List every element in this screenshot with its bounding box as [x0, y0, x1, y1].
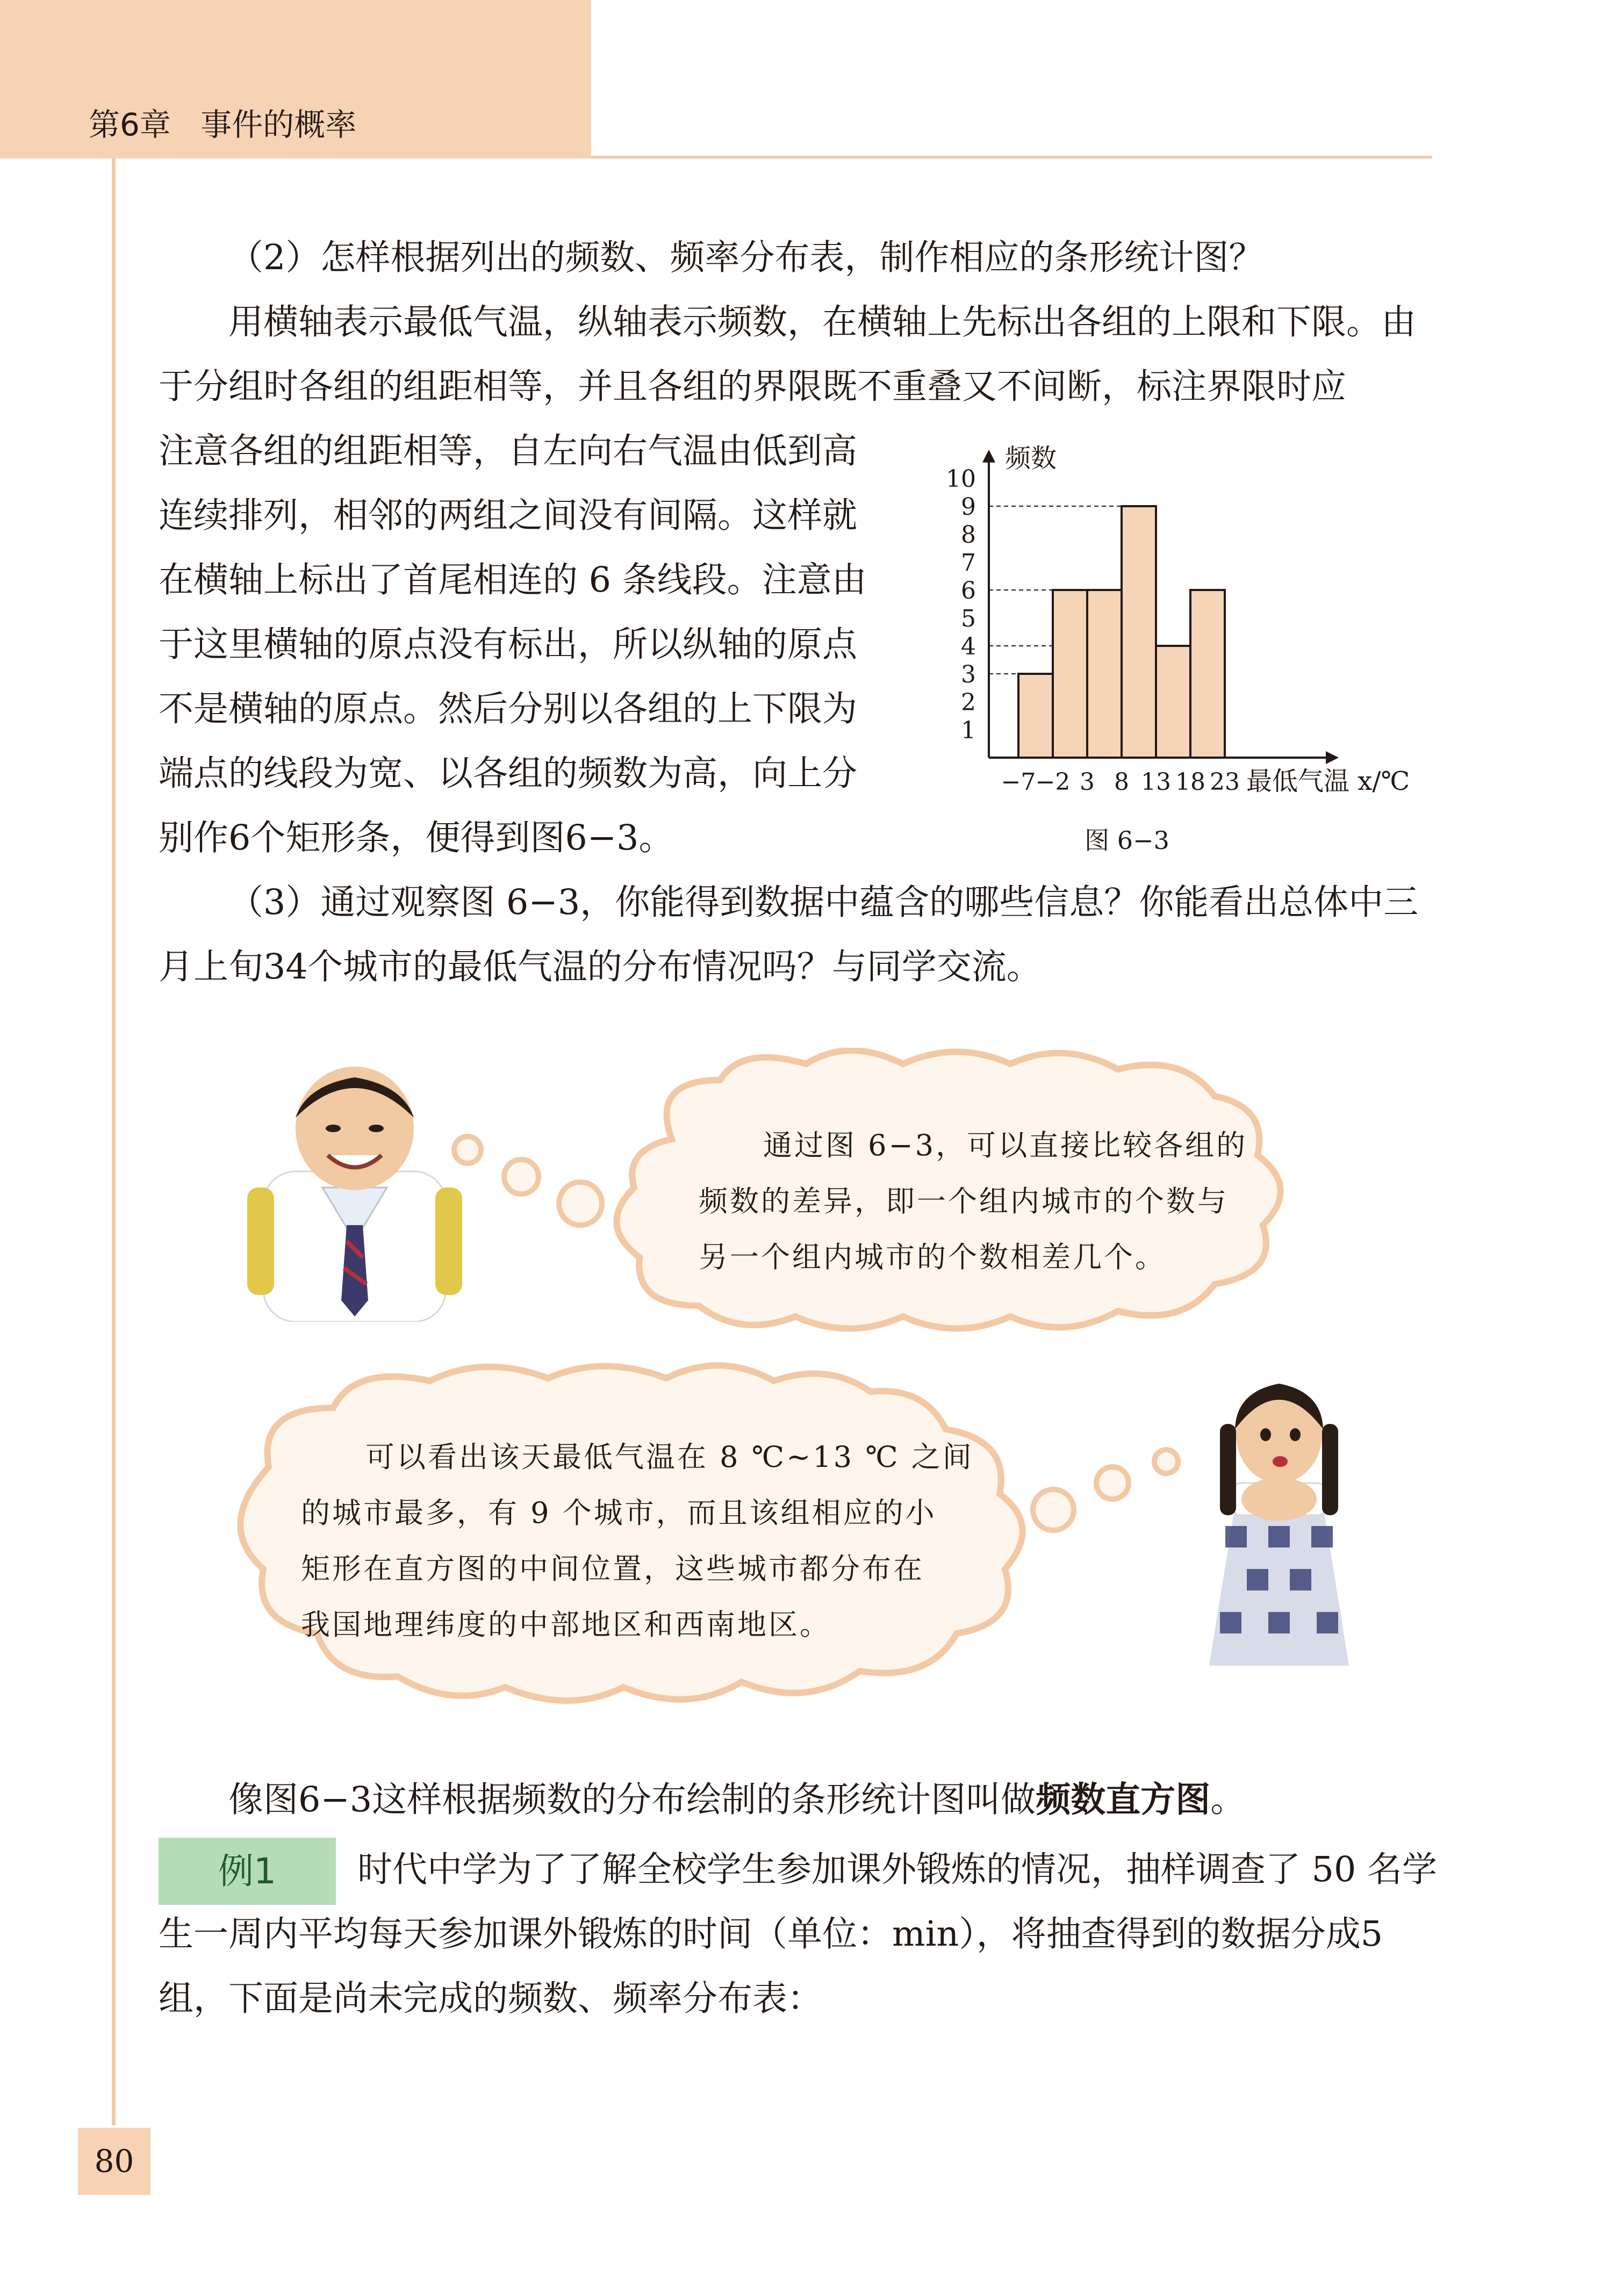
chapter-header-title — [89, 99, 356, 145]
definition-suffix: 。 — [1210, 1780, 1246, 1820]
figure-caption: 图 6−3 — [1085, 826, 1169, 855]
method-paragraph: 用横轴表示最低气温，纵轴表示频数，在横轴上先标出各组的上限和下限。由于分组时各组的组距相等，并且各组的界限既不重叠又不间断，标注界限时应 — [159, 302, 1417, 407]
y-tick-label: 1 — [961, 717, 976, 744]
bubble-line: 另一个组内城市的个数相差几个。 — [699, 1240, 1166, 1274]
y-tick-label: 6 — [961, 577, 976, 604]
histogram-bar — [1018, 674, 1053, 758]
page-number: 80 — [94, 2143, 134, 2179]
x-tick-label: 3 — [1080, 768, 1095, 796]
wrapped-line: 别作6个矩形条，便得到图6−3。 — [159, 818, 674, 858]
wrapped-line: 不是横轴的原点。然后分别以各组的上下限为 — [159, 689, 858, 729]
histogram-bar — [1053, 590, 1087, 758]
margin-rule — [112, 159, 116, 2125]
wrapped-line: 连续排列，相邻的两组之间没有间隔。这样就 — [159, 495, 858, 536]
example-paragraph: 时代中学为了了解全校学生参加课外锻炼的情况，抽样调查了 50 名学生一周内平均每天参加课外锻炼的时间（单位：min），将抽查得到的数据分成5组，下面是尚未完成的频数、频率分布表： — [159, 1849, 1438, 2019]
y-tick-label: 4 — [961, 633, 976, 660]
y-tick-label: 8 — [961, 521, 976, 549]
wrapped-line: 端点的线段为宽、以各组的频数为高，向上分 — [159, 753, 858, 794]
histogram-bar — [1122, 506, 1156, 758]
y-tick-label: 9 — [961, 493, 976, 521]
x-tick-label: 13 — [1141, 768, 1171, 796]
wrapped-line: 注意各组的组距相等，自左向右气温由低到高 — [159, 431, 858, 471]
page-number-box — [78, 2128, 150, 2195]
y-tick-label: 7 — [961, 549, 976, 577]
y-tick-label: 3 — [961, 661, 976, 688]
x-tick-label: 18 — [1175, 768, 1205, 796]
bubble-line: 频数的差异，即一个组内城市的个数与 — [699, 1184, 1229, 1218]
x-tick-label: −2 — [1035, 768, 1071, 796]
definition-term: 频数直方图 — [1036, 1780, 1211, 1820]
y-tick-label: 2 — [961, 689, 976, 716]
x-tick-label: 23 — [1210, 768, 1240, 796]
bubble-line: 通过图 6−3，可以直接比较各组的 — [763, 1128, 1248, 1162]
histogram-bar — [1087, 590, 1122, 758]
y-tick-label: 5 — [961, 605, 976, 632]
y-tick-label: 10 — [946, 465, 976, 493]
header-rule — [591, 156, 1432, 159]
wrapped-line: 于这里横轴的原点没有标出，所以纵轴的原点 — [159, 624, 858, 665]
wrapped-line: 在横轴上标出了首尾相连的 6 条线段。注意由 — [159, 560, 867, 600]
bubble-line: 我国地理纬度的中部地区和西南地区。 — [301, 1608, 831, 1642]
example-label: 例1 — [159, 1838, 336, 1905]
bubble-line: 可以看出该天最低气温在 8 ℃~13 ℃ 之间 — [365, 1440, 974, 1474]
histogram-bar — [1190, 590, 1225, 758]
chapter-title: 事件的概率 — [200, 106, 357, 143]
bubble-line: 矩形在直方图的中间位置，这些城市都分布在 — [301, 1552, 924, 1586]
definition-paragraph — [228, 1768, 1438, 1832]
question-2: （2）怎样根据列出的频数、频率分布表，制作相应的条形统计图？ — [228, 237, 1264, 278]
y-axis-label: 频数 — [1005, 443, 1057, 473]
girl-illustration — [1198, 1365, 1360, 1671]
chapter-number: 第6章 — [89, 106, 171, 143]
question-3: （3）通过观察图 6−3，你能得到数据中蕴含的哪些信息？你能看出总体中三月上旬34个城市的最低气温的分布情况吗？与同学交流。 — [159, 882, 1419, 987]
histogram-bar — [1156, 646, 1190, 758]
x-tick-label: 8 — [1114, 768, 1129, 796]
bubble-line: 的城市最多，有 9 个城市，而且该组相应的小 — [301, 1496, 937, 1530]
definition-prefix: 像图6−3这样根据频数的分布绘制的条形统计图叫做 — [228, 1780, 1036, 1820]
x-axis-label: 最低气温 x/℃ — [1246, 766, 1410, 796]
histogram-figure-6-3 — [908, 435, 1440, 865]
x-tick-label: −7 — [1001, 768, 1036, 796]
